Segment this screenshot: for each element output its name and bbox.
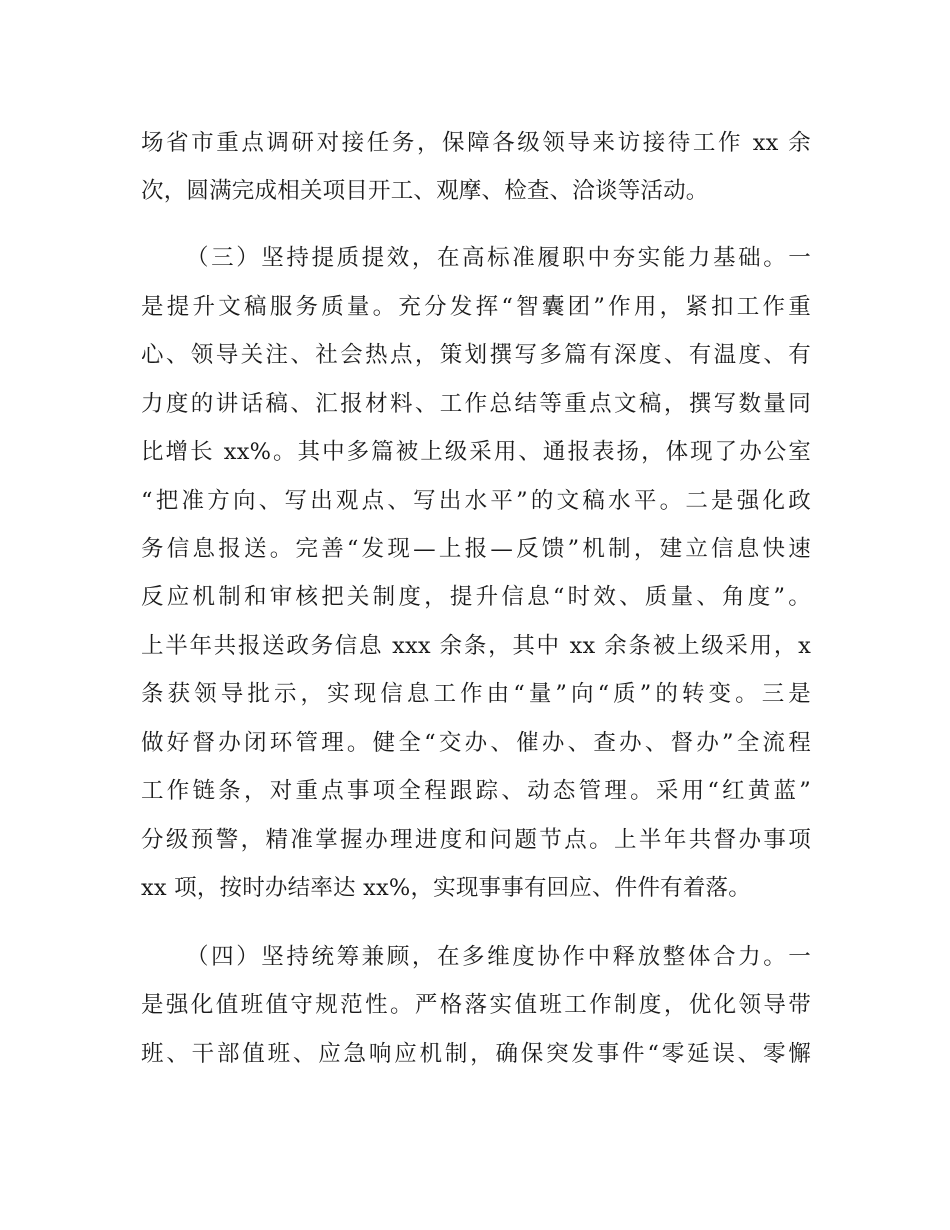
text-line-9: 务信息报送。完善“发现—上报—反馈”机制，建立信息快速 [141, 536, 811, 562]
text-line-6: 力度的讲话稿、汇报材料、工作总结等重点文稿，撰写数量同 [141, 391, 811, 417]
text-line-10: 反应机制和审核把关制度，提升信息“时效、质量、角度”。 [141, 584, 811, 610]
text-line-13: 做好督办闭环管理。健全“交办、催办、查办、督办”全流程 [141, 730, 811, 756]
text-line-4: 是提升文稿服务质量。充分发挥“智囊团”作用，紧扣工作重 [141, 294, 811, 320]
text-line-2: 次，圆满完成相关项目开工、观摩、检查、洽谈等活动。 [141, 178, 709, 204]
text-line-8: “把准方向、写出观点、写出水平”的文稿水平。二是强化政 [141, 488, 811, 514]
text-line-16: xx 项，按时办结率达 xx%，实现事事有回应、件件有着落。 [141, 875, 751, 901]
section-heading-3: （三）坚持提质提效，在高标准履职中夯实能力基础。一 [186, 245, 811, 271]
text-line-18: 是强化值班值守规范性。严格落实值班工作制度，优化领导带 [141, 992, 811, 1018]
text-line-7: 比增长 xx%。其中多篇被上级采用、通报表扬，体现了办公室 [141, 439, 811, 465]
text-line-19: 班、干部值班、应急响应机制，确保突发事件“零延误、零懈 [141, 1041, 811, 1067]
text-line-15: 分级预警，精准掌握办理进度和问题节点。上半年共督办事项 [141, 827, 811, 853]
text-line-12: 条获领导批示，实现信息工作由“量”向“质”的转变。三是 [141, 681, 811, 707]
text-line-5: 心、领导关注、社会热点，策划撰写多篇有深度、有温度、有 [141, 342, 811, 368]
section-heading-4: （四）坚持统筹兼顾，在多维度协作中释放整体合力。一 [186, 944, 811, 970]
text-line-14: 工作链条，对重点事项全程跟踪、动态管理。采用“红黄蓝” [141, 778, 811, 804]
text-line-11: 上半年共报送政务信息 xxx 余条，其中 xx 余条被上级采用，x [141, 633, 811, 659]
text-line-1: 场省市重点调研对接任务，保障各级领导来访接待工作 xx 余 [141, 130, 811, 156]
